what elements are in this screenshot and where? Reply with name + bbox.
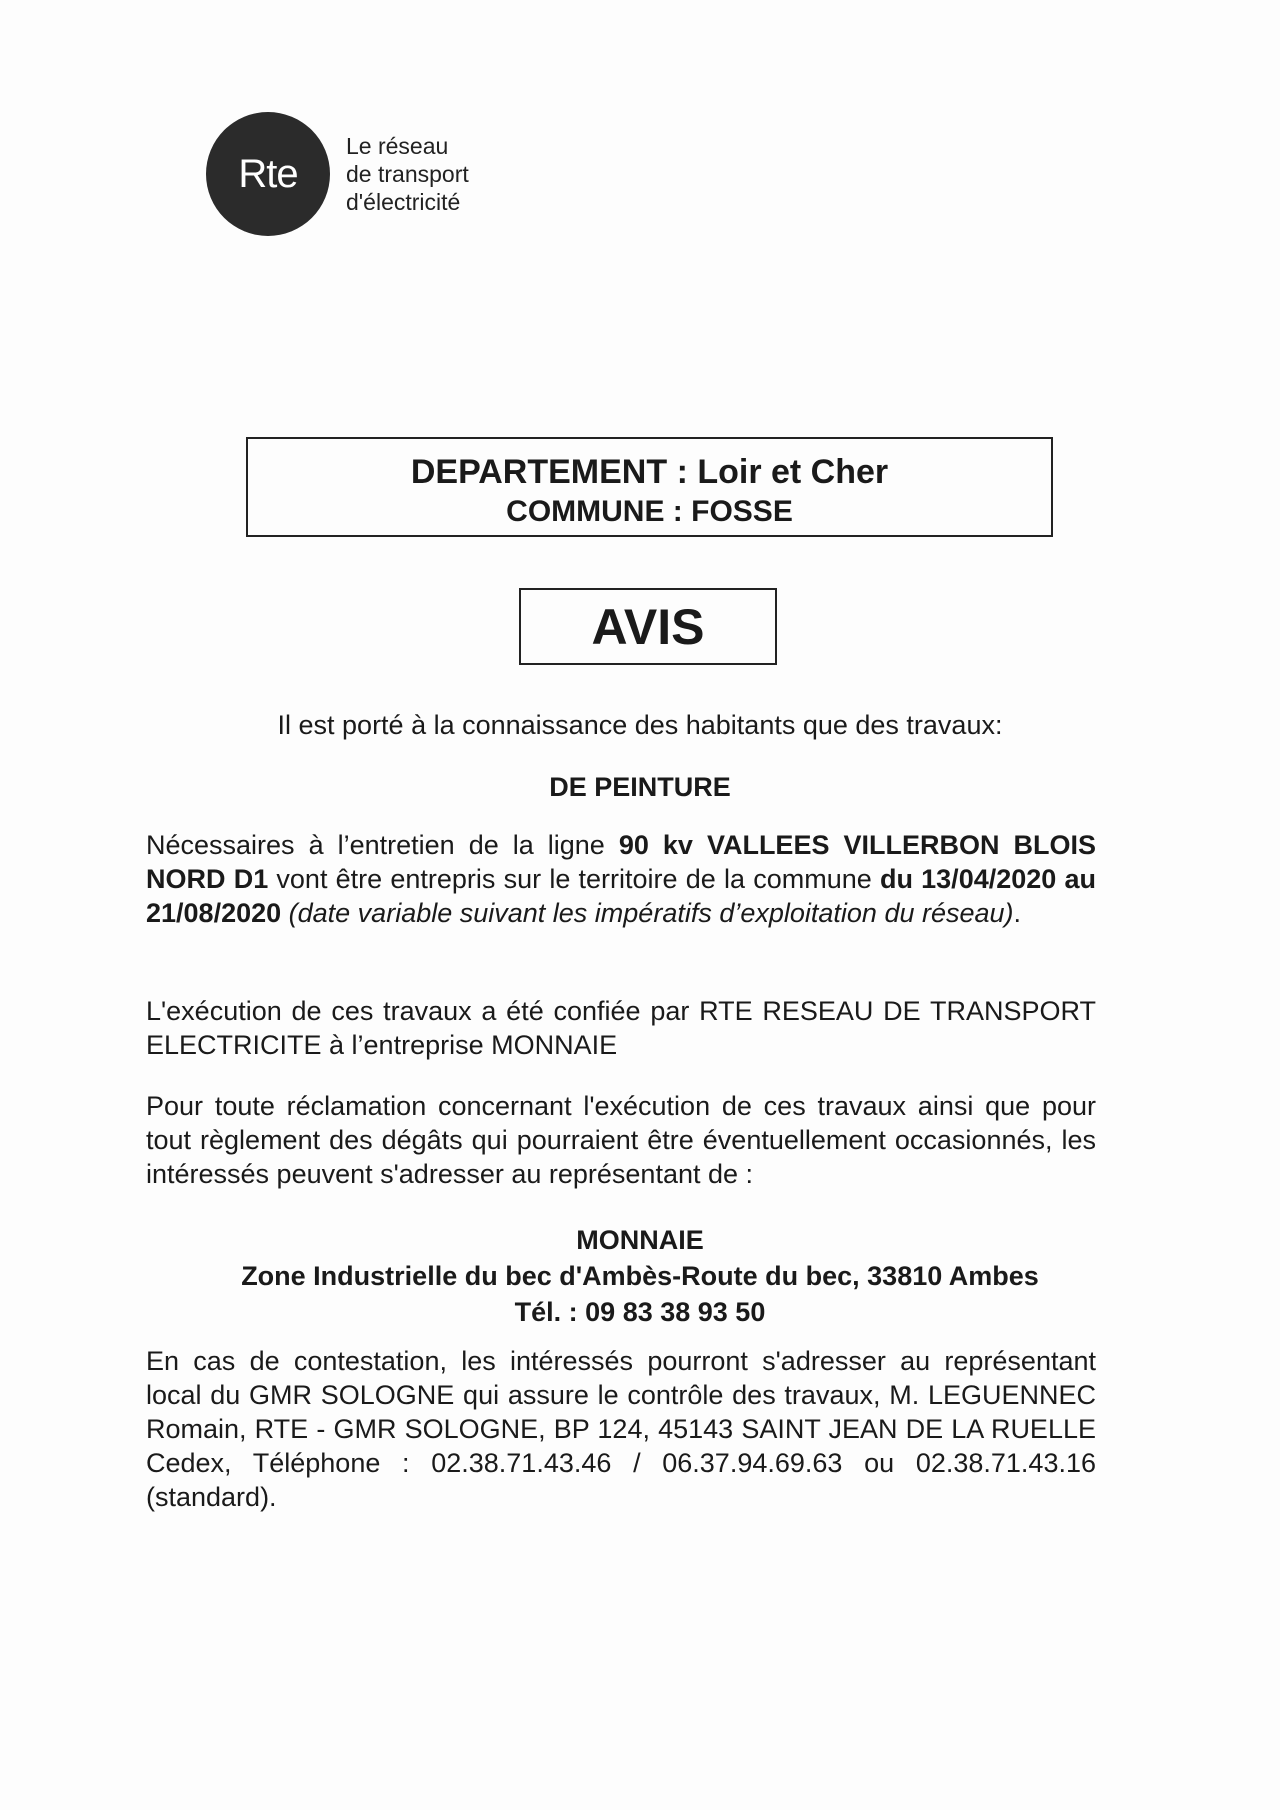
commune-heading: COMMUNE : FOSSE xyxy=(506,495,793,528)
tagline-line-3: d'électricité xyxy=(346,189,461,215)
contractor-name: MONNAIE xyxy=(576,1225,704,1255)
p1-text-b: vont être entrepris sur le territoire de la commune xyxy=(268,864,880,894)
rte-logo-tagline xyxy=(346,132,469,216)
rte-logo xyxy=(206,112,469,236)
contractor-contact xyxy=(0,1222,1280,1330)
location-header-box xyxy=(246,437,1053,537)
departement-heading: DEPARTEMENT : Loir et Cher xyxy=(410,453,889,491)
dates-note: (date variable suivant les impératifs d’exploitation du réseau) xyxy=(281,898,1014,928)
rte-logo-mark: Rte xyxy=(206,112,330,236)
contractor-address: Zone Industrielle du bec d'Ambès-Route du bec, 33810 Ambes xyxy=(241,1261,1039,1291)
contractor-paragraph: L'exécution de ces travaux a été confiée par RTE RESEAU DE TRANSPORT ELECTRICITE à l’entreprise MONNAIE xyxy=(146,996,1096,1060)
tagline-line-1: Le réseau xyxy=(346,133,449,159)
claims-paragraph: Pour toute réclamation concernant l'exécution de ces travaux ainsi que pour tout règlement des dégâts qui pourraient être éventuellement occasionnés, les intéressés peuvent s'adresser au représentant de : xyxy=(146,1091,1096,1189)
works-subject: DE PEINTURE xyxy=(549,772,731,802)
notice-title: AVIS xyxy=(519,588,777,665)
contractor-phone: Tél. : 09 83 38 93 50 xyxy=(514,1297,766,1327)
dispute-paragraph: En cas de contestation, les intéressés pourront s'adresser au représentant local du GMR SOLOGNE qui assure le contrôle des travaux, M. LEGUENNEC Romain, RTE - GMR SOLOGNE, BP 124, 45143 SAINT JEAN DE LA RUELLE Cedex, Téléphone : 02.38.71.43.46 / 06.37.94.69.63 ou 02.38.71.43.16 (standard). xyxy=(146,1346,1096,1512)
intro-text: Il est porté à la connaissance des habitants que des travaux: xyxy=(277,710,1003,740)
works-dates: du 13/04/2020 au 21/08/2020 xyxy=(146,864,1096,928)
p1-text-a: Nécessaires à l’entretien de la ligne xyxy=(146,830,619,860)
p1-end: . xyxy=(1013,898,1022,928)
power-line-name: 90 kv VALLEES VILLERBON BLOIS NORD D1 xyxy=(146,830,1096,894)
works-details-paragraph xyxy=(146,828,1096,930)
tagline-line-2: de transport xyxy=(346,161,469,187)
